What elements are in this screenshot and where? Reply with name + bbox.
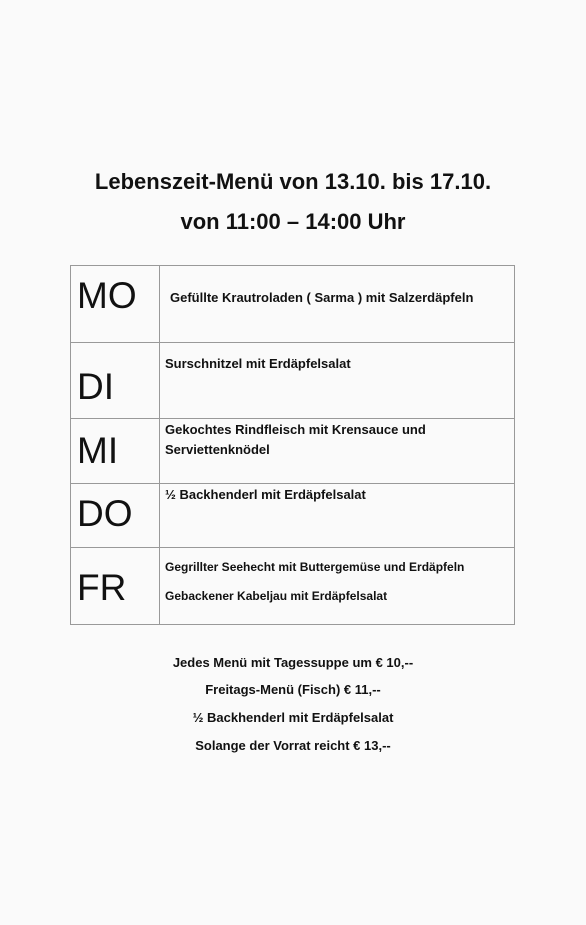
menu-table bbox=[70, 265, 515, 625]
dish-cell-mi bbox=[160, 419, 515, 484]
day-cell-do bbox=[71, 484, 160, 548]
day-cell-mo bbox=[71, 266, 160, 343]
day-label-di: DI bbox=[77, 366, 114, 407]
dish-do-1: ½ Backhenderl mit Erdäpfelsalat bbox=[165, 487, 366, 502]
dish-mo-1: Gefüllte Krautroladen ( Sarma ) mit Salzerdäpfeln bbox=[170, 290, 474, 305]
footer-line-3: ½ Backhenderl mit Erdäpfelsalat bbox=[192, 710, 394, 725]
table-row-do bbox=[71, 484, 515, 548]
day-label-mo: MO bbox=[77, 275, 137, 316]
table-row-mo bbox=[71, 266, 515, 343]
dish-cell-fr bbox=[160, 548, 515, 625]
day-cell-mi bbox=[71, 419, 160, 484]
day-cell-di bbox=[71, 343, 160, 419]
footer-line-4: Solange der Vorrat reicht € 13,-- bbox=[195, 738, 391, 753]
day-label-fr: FR bbox=[77, 567, 127, 608]
footer-line-1: Jedes Menü mit Tagessuppe um € 10,-- bbox=[172, 655, 414, 670]
day-cell-fr bbox=[71, 548, 160, 625]
table-row-mi bbox=[71, 419, 515, 484]
day-label-mi: MI bbox=[77, 430, 119, 471]
dish-di-1: Surschnitzel mit Erdäpfelsalat bbox=[165, 356, 351, 371]
day-label-do: DO bbox=[77, 493, 133, 534]
dish-fr-2: Gebackener Kabeljau mit Erdäpfelsalat bbox=[165, 589, 388, 603]
dish-fr-1: Gegrillter Seehecht mit Buttergemüse und Erdäpfeln bbox=[165, 560, 465, 574]
page-title: Lebenszeit-Menü von 13.10. bis 17.10. bbox=[94, 169, 492, 194]
table-row-fr bbox=[71, 548, 515, 625]
dish-cell-di bbox=[160, 343, 515, 419]
footer-line-2: Freitags-Menü (Fisch) € 11,-- bbox=[205, 682, 381, 697]
dish-cell-do bbox=[160, 484, 515, 548]
service-time: von 11:00 – 14:00 Uhr bbox=[180, 209, 406, 234]
dish-mi-1: Gekochtes Rindfleisch mit Krensauce und bbox=[165, 422, 426, 437]
dish-mi-2: Serviettenknödel bbox=[165, 442, 270, 457]
dish-cell-mo bbox=[160, 266, 515, 343]
table-row-di bbox=[71, 343, 515, 419]
